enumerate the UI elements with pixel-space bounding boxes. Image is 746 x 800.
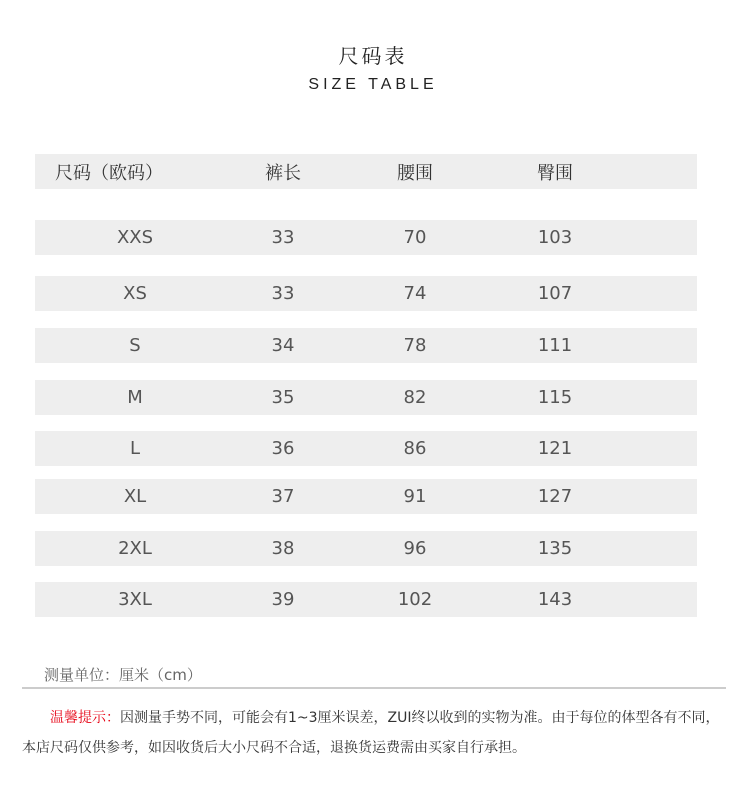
header-waist: 腰围 <box>397 162 433 184</box>
cell-pants-length: 34 <box>271 335 295 356</box>
cell-pants-length: 39 <box>271 589 295 610</box>
cell-waist: 91 <box>403 486 427 507</box>
cell-waist: 74 <box>403 283 427 304</box>
notice <box>22 703 726 763</box>
table-row <box>35 328 697 363</box>
table-header <box>35 154 697 189</box>
size-table-title: 尺码表 <box>338 44 408 68</box>
cell-size: XS <box>123 283 147 304</box>
table-row <box>35 431 697 466</box>
cell-waist: 70 <box>403 227 427 248</box>
table-row <box>35 276 697 311</box>
cell-hip: 111 <box>537 335 573 356</box>
cell-size: 3XL <box>118 589 152 610</box>
cell-pants-length: 33 <box>271 227 295 248</box>
cell-waist: 86 <box>403 438 427 459</box>
table-row <box>35 582 697 617</box>
cell-waist: 102 <box>397 589 433 610</box>
cell-size: M <box>127 387 143 408</box>
divider <box>22 687 726 689</box>
header-size: 尺码（欧码） <box>55 162 163 184</box>
notice-text: 因测量手势不同，可能会有1~3厘米误差，ZUI终以收到的实物为准。由于每位的体型各有不同，本店尺码仅供参考，如因收货后大小尺码不合适，退换货运费需由买家自行承担。 <box>22 710 720 756</box>
cell-hip: 135 <box>537 538 573 559</box>
notice-label: 温馨提示： <box>50 710 120 726</box>
cell-hip: 127 <box>537 486 573 507</box>
cell-hip: 115 <box>537 387 573 408</box>
header-pants-length: 裤长 <box>265 162 301 184</box>
cell-hip: 103 <box>537 227 573 248</box>
cell-pants-length: 37 <box>271 486 295 507</box>
cell-waist: 78 <box>403 335 427 356</box>
cell-size: L <box>129 438 141 459</box>
cell-size: XL <box>123 486 147 507</box>
table-row <box>35 531 697 566</box>
cell-hip: 121 <box>537 438 573 459</box>
cell-waist: 82 <box>403 387 427 408</box>
cell-pants-length: 36 <box>271 438 295 459</box>
cell-size: 2XL <box>118 538 152 559</box>
cell-hip: 107 <box>537 283 573 304</box>
cell-pants-length: 38 <box>271 538 295 559</box>
cell-size: S <box>129 335 141 356</box>
table-row <box>35 220 697 255</box>
cell-pants-length: 33 <box>271 283 295 304</box>
cell-pants-length: 35 <box>271 387 295 408</box>
cell-size: XXS <box>116 227 154 248</box>
size-table <box>35 154 697 624</box>
cell-waist: 96 <box>403 538 427 559</box>
cell-hip: 143 <box>537 589 573 610</box>
table-row <box>35 479 697 514</box>
measure-unit-note: 测量单位：厘米（cm） <box>44 666 202 684</box>
size-table-subtitle: SIZE TABLE <box>308 76 438 93</box>
table-row <box>35 380 697 415</box>
header-hip: 臀围 <box>537 162 573 184</box>
